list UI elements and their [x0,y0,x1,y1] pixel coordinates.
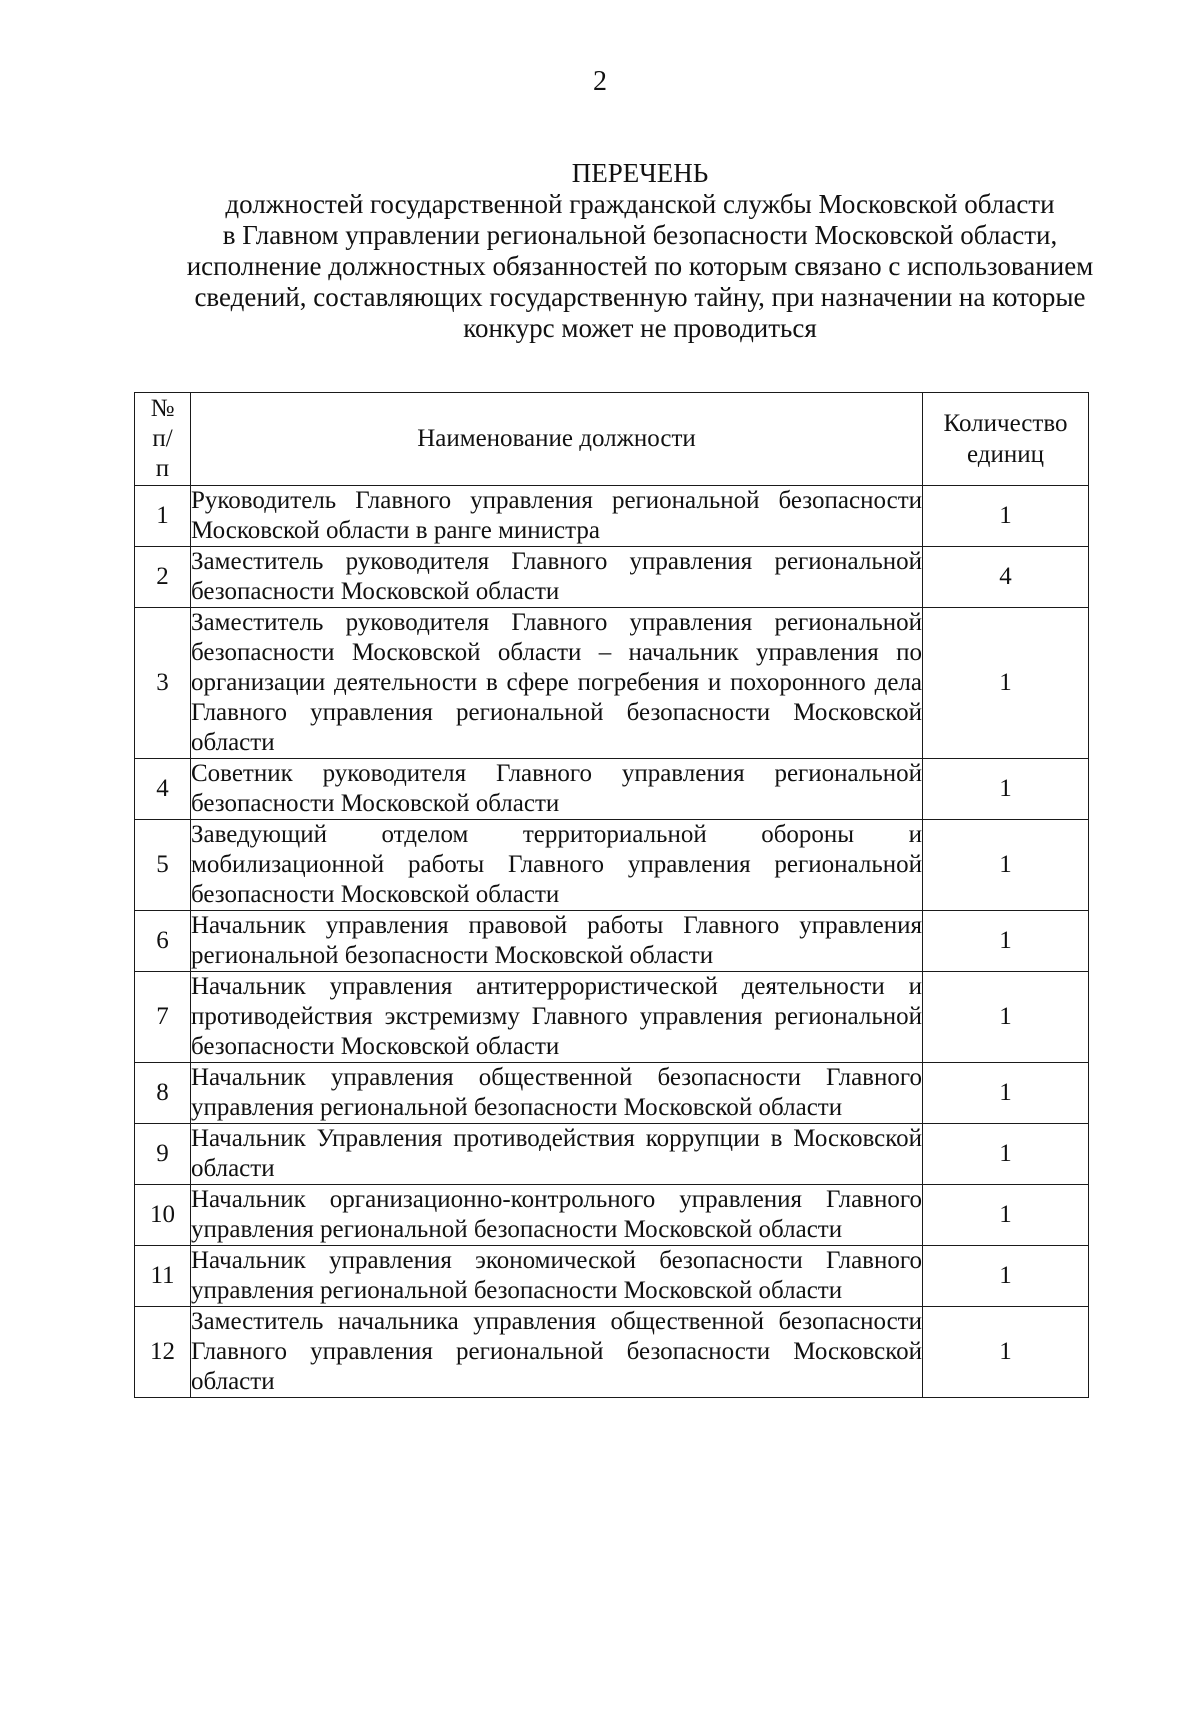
position-name: Заведующий отделом территориальной обороны и мобилизационной работы Главного управления региональной безопасности Московской области [191,820,923,911]
unit-count: 1 [923,486,1089,547]
unit-count: 1 [923,972,1089,1063]
position-name: Начальник управления экономической безопасности Главного управления региональной безопасности Московской области [191,1246,923,1307]
position-name: Советник руководителя Главного управления региональной безопасности Московской области [191,759,923,820]
row-number: 9 [135,1124,191,1185]
row-number: 8 [135,1063,191,1124]
table-header-row [135,393,1089,486]
header-number-line: № [150,395,175,422]
header-number [135,393,191,486]
position-name: Заместитель руководителя Главного управления региональной безопасности Московской области – начальник управления по организации деятельности в сфере погребения и похоронного дела Главного управления региональной безопасности Московской области [191,608,923,759]
table-row [135,1063,1089,1124]
heading-line: должностей государственной гражданской службы Московской области [225,189,1055,219]
table-row [135,759,1089,820]
heading-line: конкурс может не проводиться [463,313,817,343]
position-name: Заместитель начальника управления общественной безопасности Главного управления региональной безопасности Московской области [191,1307,923,1398]
unit-count: 1 [923,1246,1089,1307]
position-name: Заместитель руководителя Главного управления региональной безопасности Московской области [191,547,923,608]
unit-count: 1 [923,1124,1089,1185]
table-row [135,1307,1089,1398]
row-number: 12 [135,1307,191,1398]
position-name: Руководитель Главного управления региональной безопасности Московской области в ранге министра [191,486,923,547]
unit-count: 1 [923,759,1089,820]
row-number: 11 [135,1246,191,1307]
row-number: 10 [135,1185,191,1246]
header-quantity-line: единиц [966,441,1044,468]
page-number: 2 [593,66,607,97]
header-number-line: п [155,455,170,482]
position-name: Начальник управления общественной безопасности Главного управления региональной безопасности Московской области [191,1063,923,1124]
row-number: 4 [135,759,191,820]
heading-line: сведений, составляющих государственную тайну, при назначении на которые [194,282,1086,312]
position-name: Начальник управления антитеррористической деятельности и противодействия экстремизму Главного управления региональной безопасности Московской области [191,972,923,1063]
unit-count: 1 [923,1185,1089,1246]
position-name: Начальник управления правовой работы Главного управления региональной безопасности Московской области [191,911,923,972]
header-number-line: п/ [152,425,173,452]
table-row [135,972,1089,1063]
position-name: Начальник организационно-контрольного управления Главного управления региональной безопасности Московской области [191,1185,923,1246]
heading-line: исполнение должностных обязанностей по которым связано с использованием [186,251,1094,281]
positions-table [134,392,1089,1398]
unit-count: 1 [923,1307,1089,1398]
table-row [135,608,1089,759]
unit-count: 4 [923,547,1089,608]
row-number: 7 [135,972,191,1063]
table-body [135,486,1089,1398]
position-name: Начальник Управления противодействия коррупции в Московской области [191,1124,923,1185]
unit-count: 1 [923,608,1089,759]
table-row [135,1185,1089,1246]
unit-count: 1 [923,1063,1089,1124]
header-quantity [923,393,1089,486]
table-row [135,547,1089,608]
heading-line: в Главном управлении региональной безопасности Московской области, [222,220,1058,250]
unit-count: 1 [923,911,1089,972]
table-row [135,486,1089,547]
row-number: 5 [135,820,191,911]
table-row [135,911,1089,972]
document-title: ПЕРЕЧЕНЬ [571,158,709,188]
table-row [135,1246,1089,1307]
row-number: 1 [135,486,191,547]
row-number: 2 [135,547,191,608]
unit-count: 1 [923,820,1089,911]
table-row [135,1124,1089,1185]
header-position-name: Наименование должности [191,393,923,486]
document-heading [100,158,1180,344]
header-quantity-line: Количество [943,410,1068,437]
row-number: 6 [135,911,191,972]
table-row [135,820,1089,911]
row-number: 3 [135,608,191,759]
